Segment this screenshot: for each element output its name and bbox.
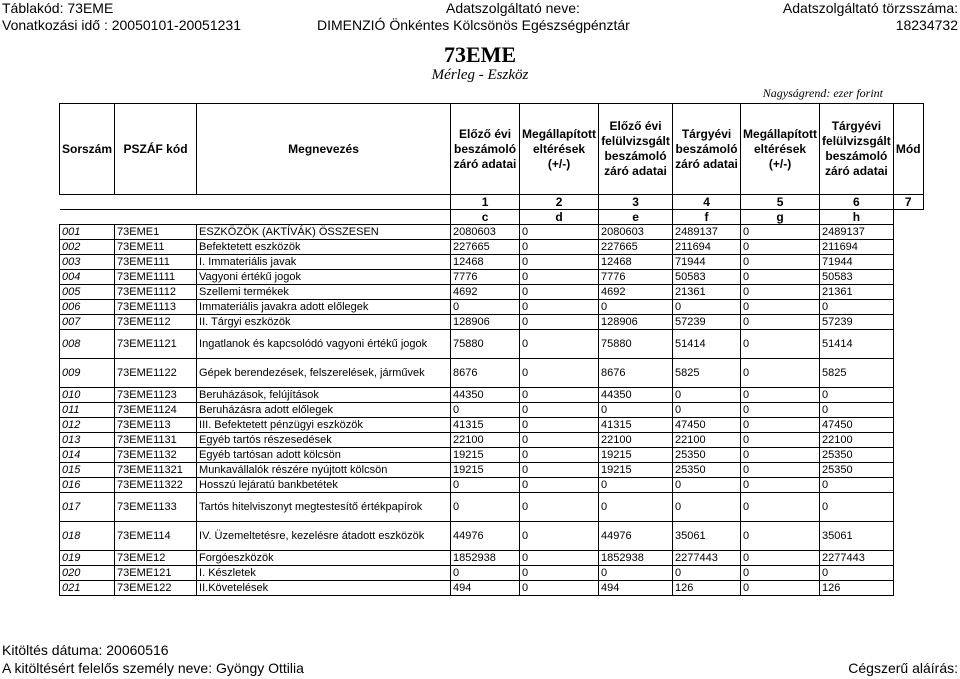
table-row — [60, 551, 924, 566]
row-value-e: 4692 — [599, 285, 673, 300]
row-value-d: 0 — [520, 493, 599, 522]
col-pszaf-kod: PSZÁF kód — [115, 104, 197, 195]
row-number: 005 — [60, 285, 115, 300]
col-d: Megállapított eltérések (+/-) — [520, 104, 599, 195]
row-number: 011 — [60, 403, 115, 418]
row-value-g: 0 — [741, 300, 820, 315]
row-code: 73EME1113 — [115, 300, 197, 315]
table-row — [60, 493, 924, 522]
row-mod — [893, 463, 923, 478]
row-value-h: 0 — [820, 403, 894, 418]
row-value-f: 57239 — [673, 315, 741, 330]
row-code: 73EME114 — [115, 522, 197, 551]
row-value-e: 19215 — [599, 463, 673, 478]
row-number: 017 — [60, 493, 115, 522]
row-value-c: 0 — [451, 493, 520, 522]
row-number: 020 — [60, 566, 115, 581]
page-title: 73EME — [443, 42, 517, 67]
row-code: 73EME1124 — [115, 403, 197, 418]
row-value-c: 75880 — [451, 330, 520, 359]
row-value-f: 25350 — [673, 463, 741, 478]
table-row — [60, 285, 924, 300]
row-mod — [893, 433, 923, 448]
row-value-c: 22100 — [451, 433, 520, 448]
table-row — [60, 225, 924, 240]
row-value-h: 0 — [820, 388, 894, 403]
table-row — [60, 270, 924, 285]
row-value-h: 0 — [820, 493, 894, 522]
colnum-7: 7 — [893, 195, 923, 210]
row-value-h: 50583 — [820, 270, 894, 285]
table-row — [60, 463, 924, 478]
row-label: Munkavállalók részére nyújtott kölcsön — [197, 463, 451, 478]
row-value-e: 44350 — [599, 388, 673, 403]
row-label: IV. Üzemeltetésre, kezelésre átadott eszközök — [197, 522, 451, 551]
row-number: 013 — [60, 433, 115, 448]
row-label: Immateriális javakra adott előlegek — [197, 300, 451, 315]
row-label: Beruházások, felújítások — [197, 388, 451, 403]
row-value-h: 57239 — [820, 315, 894, 330]
row-value-d: 0 — [520, 240, 599, 255]
col-mod: Mód — [893, 104, 923, 195]
row-value-h: 51414 — [820, 330, 894, 359]
row-value-g: 0 — [741, 581, 820, 596]
row-label: III. Befektetett pénzügyi eszközök — [197, 418, 451, 433]
row-label: ESZKÖZÖK (AKTÍVÁK) ÖSSZESEN — [197, 225, 451, 240]
table-row — [60, 448, 924, 463]
row-code: 73EME11322 — [115, 478, 197, 493]
row-value-d: 0 — [520, 255, 599, 270]
col-megnevezes: Megnevezés — [197, 104, 451, 195]
table-row — [60, 255, 924, 270]
row-value-f: 35061 — [673, 522, 741, 551]
row-value-d: 0 — [520, 300, 599, 315]
row-value-g: 0 — [741, 433, 820, 448]
row-value-g: 0 — [741, 270, 820, 285]
colletter-f: f — [673, 210, 741, 225]
colnum-6: 6 — [820, 195, 894, 210]
row-code: 73EME1132 — [115, 448, 197, 463]
row-code: 73EME1111 — [115, 270, 197, 285]
row-value-e: 0 — [599, 493, 673, 522]
row-value-g: 0 — [741, 285, 820, 300]
responsible-person: A kitöltésért felelős személy neve: Gyöngy Ottilia — [2, 660, 304, 676]
row-value-c: 12468 — [451, 255, 520, 270]
row-mod — [893, 478, 923, 493]
colletter-d: d — [520, 210, 599, 225]
colnum-2: 2 — [520, 195, 599, 210]
row-value-h: 35061 — [820, 522, 894, 551]
table-row — [60, 418, 924, 433]
row-value-h: 71944 — [820, 255, 894, 270]
row-value-e: 0 — [599, 566, 673, 581]
row-code: 73EME1123 — [115, 388, 197, 403]
row-value-d: 0 — [520, 581, 599, 596]
row-value-d: 0 — [520, 566, 599, 581]
row-value-f: 21361 — [673, 285, 741, 300]
row-mod — [893, 403, 923, 418]
row-value-c: 0 — [451, 300, 520, 315]
row-value-c: 44350 — [451, 388, 520, 403]
table-row — [60, 403, 924, 418]
row-value-c: 0 — [451, 566, 520, 581]
row-value-d: 0 — [520, 225, 599, 240]
row-value-c: 128906 — [451, 315, 520, 330]
row-mod — [893, 551, 923, 566]
row-value-h: 5825 — [820, 359, 894, 388]
row-number: 014 — [60, 448, 115, 463]
row-value-c: 1852938 — [451, 551, 520, 566]
colnum-4: 4 — [673, 195, 741, 210]
col-c: Előző évi beszámoló záró adatai — [451, 104, 520, 195]
balance-table — [59, 103, 924, 596]
row-label: II. Tárgyi eszközök — [197, 315, 451, 330]
row-mod — [893, 581, 923, 596]
row-value-h: 0 — [820, 300, 894, 315]
row-mod — [893, 285, 923, 300]
colletter-h: h — [820, 210, 894, 225]
row-label: I. Immateriális javak — [197, 255, 451, 270]
row-value-c: 41315 — [451, 418, 520, 433]
row-value-d: 0 — [520, 418, 599, 433]
row-value-g: 0 — [741, 359, 820, 388]
row-label: Ingatlanok és kapcsolódó vagyoni értékű jogok — [197, 330, 451, 359]
table-row — [60, 315, 924, 330]
row-value-d: 0 — [520, 315, 599, 330]
row-value-g: 0 — [741, 566, 820, 581]
row-mod — [893, 522, 923, 551]
row-mod — [893, 255, 923, 270]
column-header-row — [60, 104, 924, 195]
row-value-f: 2489137 — [673, 225, 741, 240]
row-number: 002 — [60, 240, 115, 255]
table-row — [60, 478, 924, 493]
row-code: 73EME1121 — [115, 330, 197, 359]
row-value-d: 0 — [520, 388, 599, 403]
row-mod — [893, 330, 923, 359]
row-label: Gépek berendezések, felszerelések, járművek — [197, 359, 451, 388]
row-value-d: 0 — [520, 330, 599, 359]
row-mod — [893, 300, 923, 315]
row-mod — [893, 240, 923, 255]
row-value-f: 0 — [673, 566, 741, 581]
row-code: 73EME112 — [115, 315, 197, 330]
row-value-d: 0 — [520, 463, 599, 478]
row-value-c: 0 — [451, 478, 520, 493]
row-code: 73EME113 — [115, 418, 197, 433]
row-value-e: 7776 — [599, 270, 673, 285]
row-value-c: 494 — [451, 581, 520, 596]
row-number: 012 — [60, 418, 115, 433]
row-number: 018 — [60, 522, 115, 551]
row-value-f: 25350 — [673, 448, 741, 463]
row-value-d: 0 — [520, 448, 599, 463]
col-e: Előző évi felülvizsgált beszámoló záró adatai — [599, 104, 673, 195]
row-label: II.Követelések — [197, 581, 451, 596]
row-code: 73EME11321 — [115, 463, 197, 478]
row-number: 003 — [60, 255, 115, 270]
row-value-g: 0 — [741, 388, 820, 403]
row-value-h: 25350 — [820, 463, 894, 478]
row-value-e: 75880 — [599, 330, 673, 359]
row-value-g: 0 — [741, 522, 820, 551]
row-value-f: 51414 — [673, 330, 741, 359]
row-value-g: 0 — [741, 478, 820, 493]
table-row — [60, 388, 924, 403]
row-value-g: 0 — [741, 225, 820, 240]
col-f: Tárgyévi beszámoló záró adatai — [673, 104, 741, 195]
table-row — [60, 240, 924, 255]
unit-label: Nagyságrend: ezer forint — [762, 86, 883, 100]
row-value-g: 0 — [741, 240, 820, 255]
row-value-d: 0 — [520, 359, 599, 388]
row-value-c: 4692 — [451, 285, 520, 300]
row-mod — [893, 359, 923, 388]
colletter-c: c — [451, 210, 520, 225]
row-value-f: 71944 — [673, 255, 741, 270]
row-value-e: 2080603 — [599, 225, 673, 240]
row-code: 73EME1122 — [115, 359, 197, 388]
row-value-h: 47450 — [820, 418, 894, 433]
col-h: Tárgyévi felülvizsgált beszámoló záró adatai — [820, 104, 894, 195]
table-row — [60, 581, 924, 596]
provider-id-label: Adatszolgáltató törzsszáma: — [782, 0, 958, 16]
row-code: 73EME12 — [115, 551, 197, 566]
colnum-5: 5 — [741, 195, 820, 210]
col-sorszam: Sorszám — [60, 104, 115, 195]
row-value-g: 0 — [741, 418, 820, 433]
row-value-g: 0 — [741, 255, 820, 270]
row-value-e: 22100 — [599, 433, 673, 448]
row-number: 004 — [60, 270, 115, 285]
row-value-h: 2277443 — [820, 551, 894, 566]
row-code: 73EME111 — [115, 255, 197, 270]
row-number: 021 — [60, 581, 115, 596]
row-label: Egyéb tartósan adott kölcsön — [197, 448, 451, 463]
row-value-f: 0 — [673, 388, 741, 403]
table-row — [60, 522, 924, 551]
row-number: 006 — [60, 300, 115, 315]
row-label: Beruházásra adott előlegek — [197, 403, 451, 418]
row-value-d: 0 — [520, 270, 599, 285]
row-value-h: 126 — [820, 581, 894, 596]
row-value-c: 227665 — [451, 240, 520, 255]
row-value-d: 0 — [520, 285, 599, 300]
row-value-e: 227665 — [599, 240, 673, 255]
row-value-e: 0 — [599, 300, 673, 315]
row-mod — [893, 566, 923, 581]
row-number: 009 — [60, 359, 115, 388]
row-value-g: 0 — [741, 493, 820, 522]
row-value-h: 0 — [820, 478, 894, 493]
row-mod — [893, 493, 923, 522]
row-value-h: 25350 — [820, 448, 894, 463]
colnum-1: 1 — [451, 195, 520, 210]
row-value-f: 0 — [673, 493, 741, 522]
row-number: 001 — [60, 225, 115, 240]
row-mod — [893, 388, 923, 403]
row-value-e: 494 — [599, 581, 673, 596]
table-row — [60, 566, 924, 581]
row-value-h: 211694 — [820, 240, 894, 255]
colletter-e: e — [599, 210, 673, 225]
colletter-g: g — [741, 210, 820, 225]
row-value-d: 0 — [520, 403, 599, 418]
row-number: 019 — [60, 551, 115, 566]
row-code: 73EME1 — [115, 225, 197, 240]
table-row — [60, 359, 924, 388]
row-value-c: 44976 — [451, 522, 520, 551]
row-value-h: 21361 — [820, 285, 894, 300]
row-value-f: 2277443 — [673, 551, 741, 566]
table-row — [60, 433, 924, 448]
row-mod — [893, 448, 923, 463]
row-value-g: 0 — [741, 315, 820, 330]
row-mod — [893, 225, 923, 240]
row-value-c: 7776 — [451, 270, 520, 285]
row-mod — [893, 418, 923, 433]
row-value-c: 2080603 — [451, 225, 520, 240]
table-code: Táblakód: 73EME — [2, 0, 114, 16]
fill-date: Kitöltés dátuma: 20060516 — [2, 642, 169, 658]
row-value-g: 0 — [741, 403, 820, 418]
row-value-h: 2489137 — [820, 225, 894, 240]
row-value-c: 19215 — [451, 448, 520, 463]
row-code: 73EME11 — [115, 240, 197, 255]
table-row — [60, 330, 924, 359]
row-label: Egyéb tartós részesedések — [197, 433, 451, 448]
provider-name: DIMENZIÓ Önkéntes Kölcsönös Egészségpénztár — [317, 17, 630, 33]
table-row — [60, 300, 924, 315]
row-mod — [893, 315, 923, 330]
row-value-c: 8676 — [451, 359, 520, 388]
row-value-e: 128906 — [599, 315, 673, 330]
row-number: 007 — [60, 315, 115, 330]
row-value-f: 211694 — [673, 240, 741, 255]
colnum-3: 3 — [599, 195, 673, 210]
row-value-c: 0 — [451, 403, 520, 418]
row-label: Tartós hitelviszonyt megtestesítő értékpapírok — [197, 493, 451, 522]
row-value-e: 1852938 — [599, 551, 673, 566]
row-value-c: 19215 — [451, 463, 520, 478]
row-code: 73EME1131 — [115, 433, 197, 448]
row-label: Vagyoni értékű jogok — [197, 270, 451, 285]
row-value-f: 126 — [673, 581, 741, 596]
row-value-d: 0 — [520, 551, 599, 566]
row-value-e: 0 — [599, 478, 673, 493]
row-label: Hosszú lejáratú bankbetétek — [197, 478, 451, 493]
column-letter-row — [60, 210, 924, 225]
provider-name-label: Adatszolgáltató neve: — [446, 0, 580, 16]
row-value-h: 22100 — [820, 433, 894, 448]
page-subtitle: Mérleg - Eszköz — [431, 67, 529, 83]
row-value-e: 0 — [599, 403, 673, 418]
row-number: 015 — [60, 463, 115, 478]
row-value-f: 5825 — [673, 359, 741, 388]
row-value-f: 0 — [673, 403, 741, 418]
row-code: 73EME1112 — [115, 285, 197, 300]
row-label: Forgóeszközök — [197, 551, 451, 566]
row-label: I. Készletek — [197, 566, 451, 581]
row-code: 73EME122 — [115, 581, 197, 596]
row-label: Befektetett eszközök — [197, 240, 451, 255]
row-value-e: 44976 — [599, 522, 673, 551]
row-value-f: 0 — [673, 478, 741, 493]
provider-id: 18234732 — [895, 17, 958, 33]
row-value-g: 0 — [741, 330, 820, 359]
row-code: 73EME1133 — [115, 493, 197, 522]
row-value-f: 50583 — [673, 270, 741, 285]
signature-label: Cégszerű aláírás: — [848, 660, 958, 676]
row-value-g: 0 — [741, 448, 820, 463]
row-value-g: 0 — [741, 463, 820, 478]
row-value-d: 0 — [520, 522, 599, 551]
row-mod — [893, 270, 923, 285]
row-code: 73EME121 — [115, 566, 197, 581]
reference-period: Vonatkozási idő : 20050101-20051231 — [2, 17, 241, 33]
col-g: Megállapított eltérések (+/-) — [741, 104, 820, 195]
row-value-f: 47450 — [673, 418, 741, 433]
row-value-e: 19215 — [599, 448, 673, 463]
row-value-e: 12468 — [599, 255, 673, 270]
row-value-e: 41315 — [599, 418, 673, 433]
row-value-h: 0 — [820, 566, 894, 581]
row-value-f: 22100 — [673, 433, 741, 448]
row-value-g: 0 — [741, 551, 820, 566]
row-value-d: 0 — [520, 478, 599, 493]
row-value-d: 0 — [520, 433, 599, 448]
row-number: 008 — [60, 330, 115, 359]
row-value-f: 0 — [673, 300, 741, 315]
row-number: 010 — [60, 388, 115, 403]
row-label: Szellemi termékek — [197, 285, 451, 300]
row-number: 016 — [60, 478, 115, 493]
column-number-row — [60, 195, 924, 210]
row-value-e: 8676 — [599, 359, 673, 388]
